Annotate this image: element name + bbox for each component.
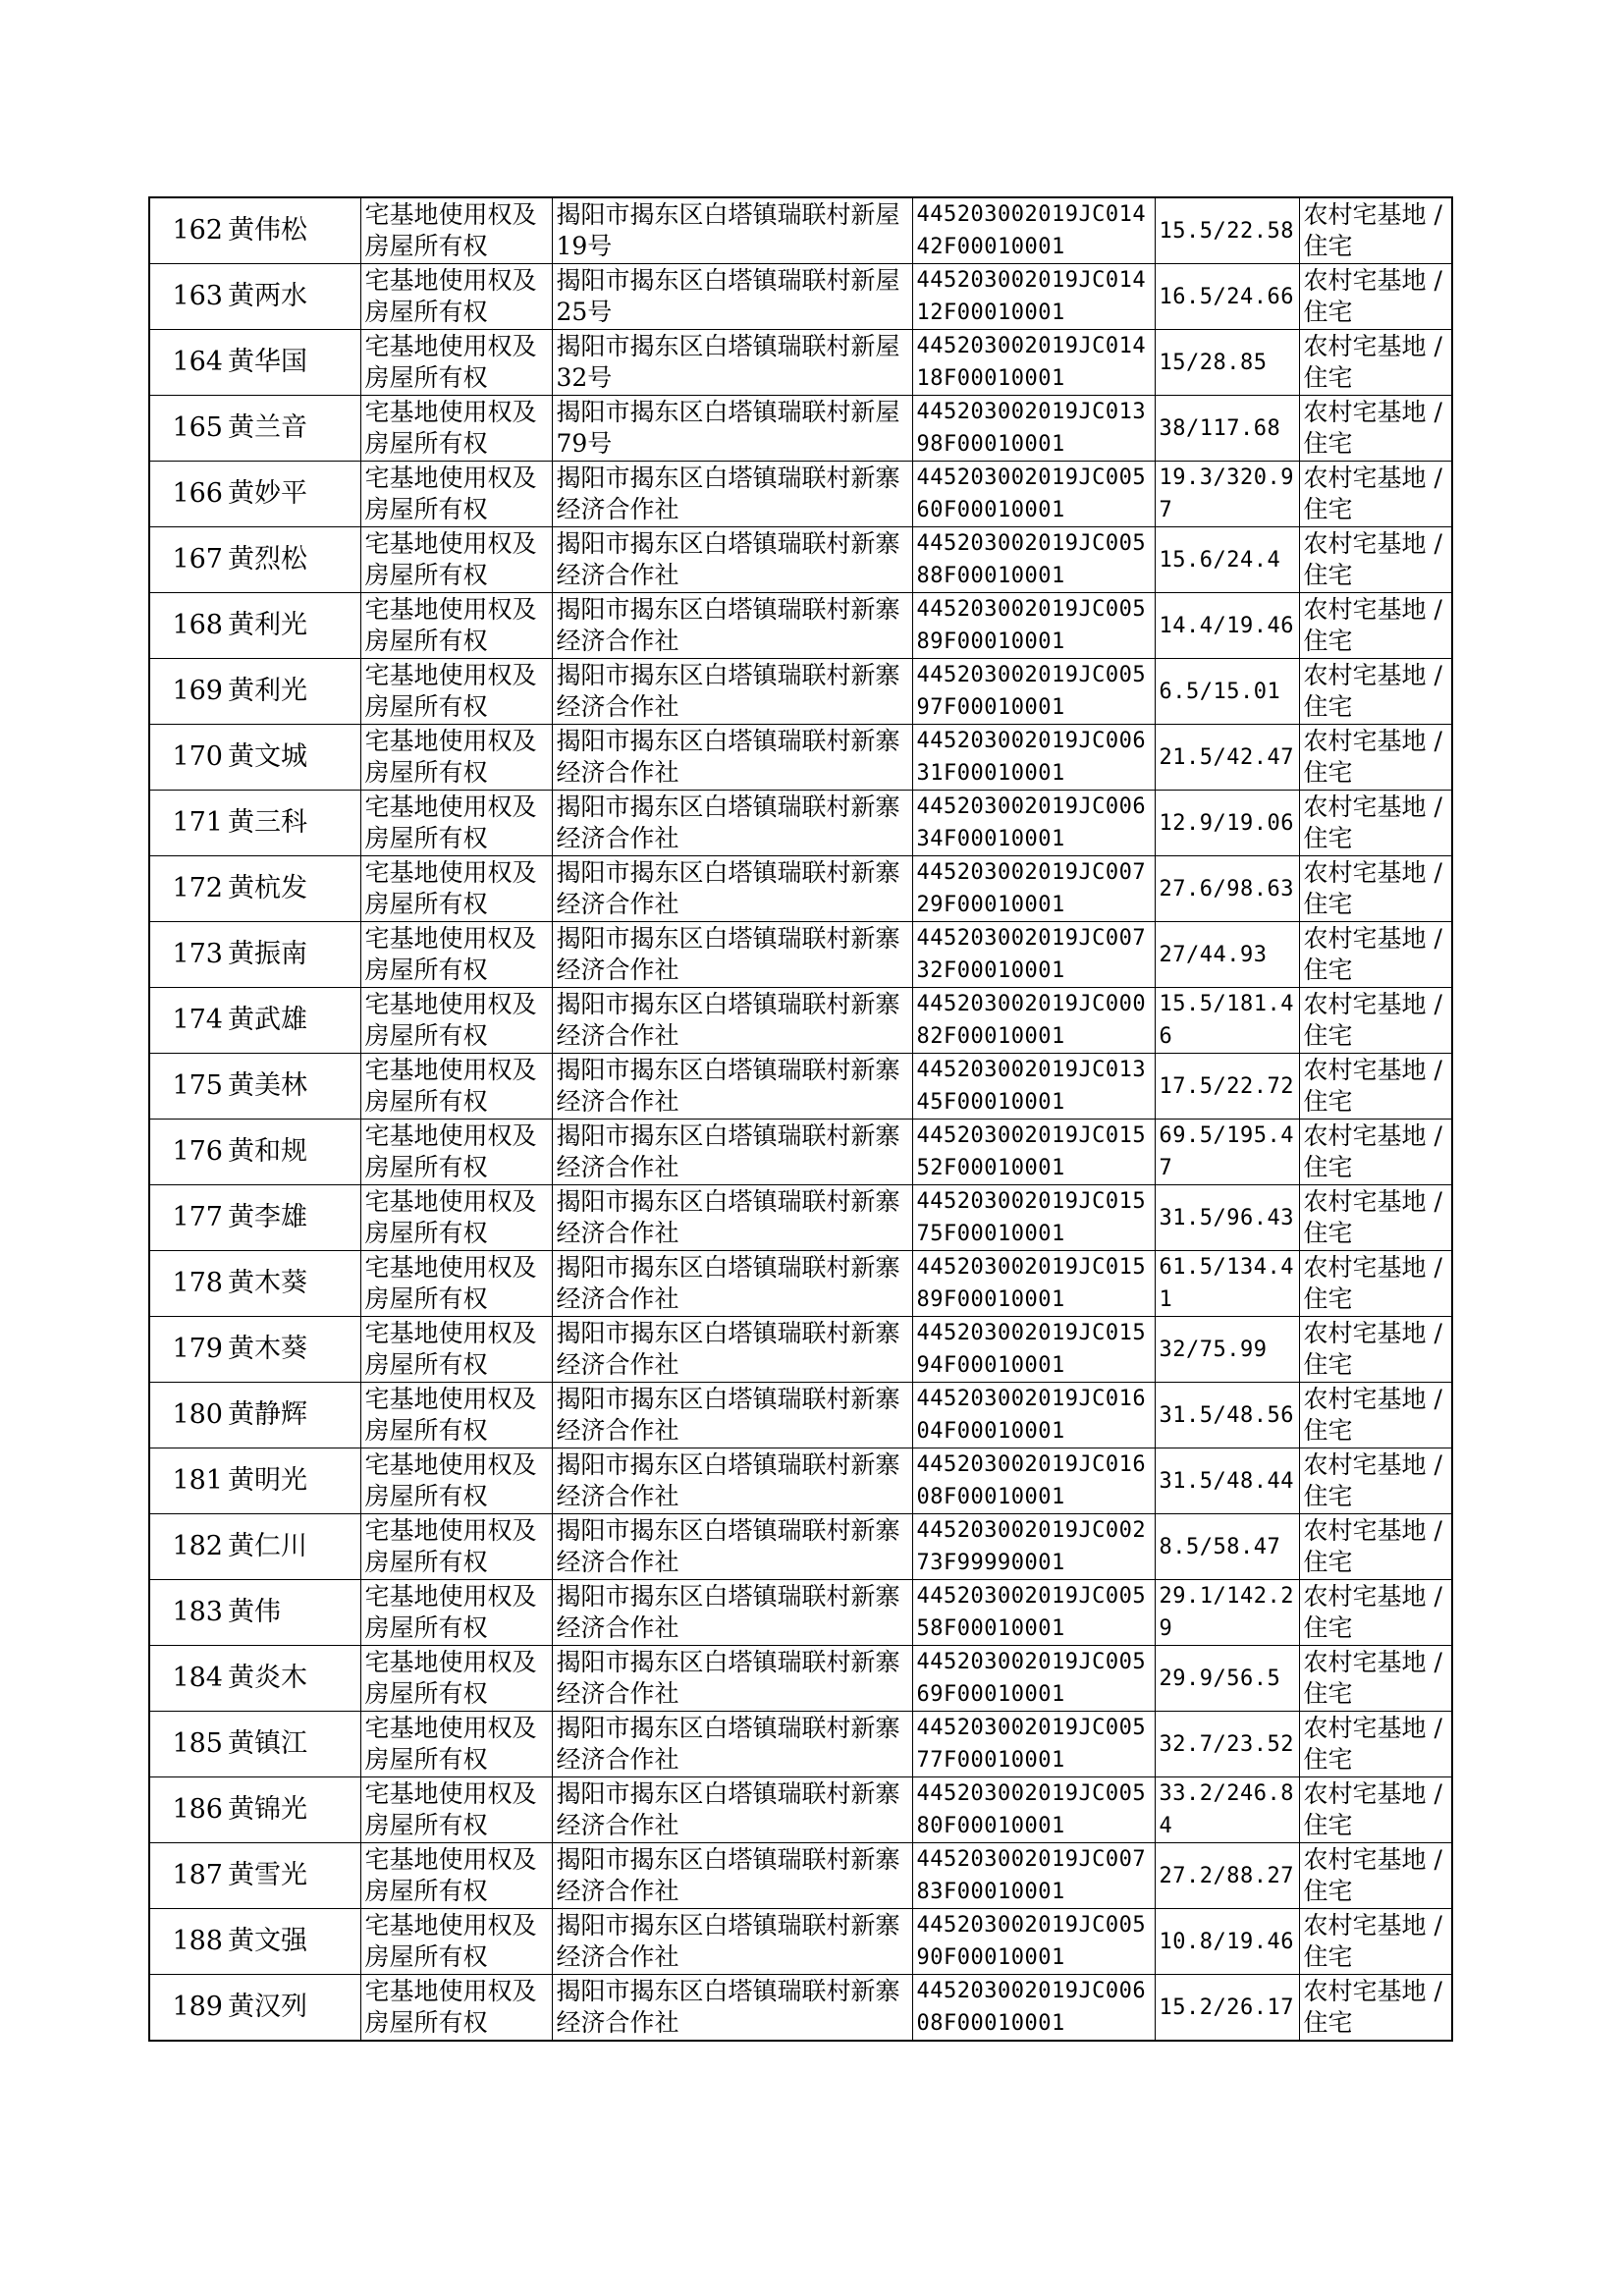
table-row (149, 1448, 1452, 1514)
table-row (149, 791, 1452, 856)
unit-code-cell: 445203002019JC01608F00010001 (912, 1448, 1155, 1514)
unit-code-cell: 445203002019JC00558F00010001 (912, 1580, 1155, 1646)
owner-name-cell: 黄伟 (226, 1580, 360, 1646)
owner-name-cell: 黄两水 (226, 264, 360, 330)
row-number-cell: 170 (149, 725, 226, 791)
row-number-cell: 187 (149, 1843, 226, 1909)
table-row (149, 1317, 1452, 1383)
location-cell: 揭阳市揭东区白塔镇瑞联村新寨经济合作社 (552, 1712, 912, 1777)
row-number-cell: 165 (149, 396, 226, 462)
row-number-cell: 174 (149, 988, 226, 1054)
land-use-cell: 农村宅基地 / 住宅 (1299, 593, 1452, 659)
registration-table (148, 196, 1453, 2042)
location-cell: 揭阳市揭东区白塔镇瑞联村新寨经济合作社 (552, 1383, 912, 1448)
location-cell: 揭阳市揭东区白塔镇瑞联村新寨经济合作社 (552, 856, 912, 922)
area-cell: 15.5/181.46 (1155, 988, 1299, 1054)
location-cell: 揭阳市揭东区白塔镇瑞联村新屋19号 (552, 197, 912, 264)
table-row (149, 197, 1452, 264)
right-type-cell: 宅基地使用权及房屋所有权 (360, 1383, 552, 1448)
area-cell: 31.5/96.43 (1155, 1185, 1299, 1251)
unit-code-cell: 445203002019JC00608F00010001 (912, 1975, 1155, 2042)
row-number-cell: 182 (149, 1514, 226, 1580)
owner-name-cell: 黄伟松 (226, 197, 360, 264)
area-cell: 33.2/246.84 (1155, 1777, 1299, 1843)
area-cell: 21.5/42.47 (1155, 725, 1299, 791)
land-use-cell: 农村宅基地 / 住宅 (1299, 1251, 1452, 1317)
area-cell: 15.6/24.4 (1155, 527, 1299, 593)
area-cell: 27/44.93 (1155, 922, 1299, 988)
unit-code-cell: 445203002019JC00569F00010001 (912, 1646, 1155, 1712)
unit-code-cell: 445203002019JC00580F00010001 (912, 1777, 1155, 1843)
land-use-cell: 农村宅基地 / 住宅 (1299, 1580, 1452, 1646)
right-type-cell: 宅基地使用权及房屋所有权 (360, 1712, 552, 1777)
row-number-cell: 166 (149, 462, 226, 527)
area-cell: 61.5/134.41 (1155, 1251, 1299, 1317)
table-row (149, 1580, 1452, 1646)
land-use-cell: 农村宅基地 / 住宅 (1299, 527, 1452, 593)
owner-name-cell: 黄烈松 (226, 527, 360, 593)
unit-code-cell: 445203002019JC00732F00010001 (912, 922, 1155, 988)
table-row (149, 1712, 1452, 1777)
right-type-cell: 宅基地使用权及房屋所有权 (360, 1975, 552, 2042)
unit-code-cell: 445203002019JC01589F00010001 (912, 1251, 1155, 1317)
owner-name-cell: 黄文强 (226, 1909, 360, 1975)
right-type-cell: 宅基地使用权及房屋所有权 (360, 1514, 552, 1580)
location-cell: 揭阳市揭东区白塔镇瑞联村新寨经济合作社 (552, 462, 912, 527)
right-type-cell: 宅基地使用权及房屋所有权 (360, 593, 552, 659)
location-cell: 揭阳市揭东区白塔镇瑞联村新寨经济合作社 (552, 527, 912, 593)
location-cell: 揭阳市揭东区白塔镇瑞联村新寨经济合作社 (552, 1120, 912, 1185)
land-use-cell: 农村宅基地 / 住宅 (1299, 1712, 1452, 1777)
area-cell: 14.4/19.46 (1155, 593, 1299, 659)
row-number-cell: 169 (149, 659, 226, 725)
unit-code-cell: 445203002019JC00588F00010001 (912, 527, 1155, 593)
right-type-cell: 宅基地使用权及房屋所有权 (360, 197, 552, 264)
land-use-cell: 农村宅基地 / 住宅 (1299, 396, 1452, 462)
unit-code-cell: 445203002019JC00560F00010001 (912, 462, 1155, 527)
right-type-cell: 宅基地使用权及房屋所有权 (360, 396, 552, 462)
location-cell: 揭阳市揭东区白塔镇瑞联村新寨经济合作社 (552, 922, 912, 988)
unit-code-cell: 445203002019JC00590F00010001 (912, 1909, 1155, 1975)
area-cell: 69.5/195.47 (1155, 1120, 1299, 1185)
right-type-cell: 宅基地使用权及房屋所有权 (360, 527, 552, 593)
area-cell: 15.5/22.58 (1155, 197, 1299, 264)
location-cell: 揭阳市揭东区白塔镇瑞联村新寨经济合作社 (552, 1448, 912, 1514)
row-number-cell: 164 (149, 330, 226, 396)
area-cell: 32/75.99 (1155, 1317, 1299, 1383)
row-number-cell: 189 (149, 1975, 226, 2042)
table-row (149, 1514, 1452, 1580)
row-number-cell: 188 (149, 1909, 226, 1975)
location-cell: 揭阳市揭东区白塔镇瑞联村新屋32号 (552, 330, 912, 396)
right-type-cell: 宅基地使用权及房屋所有权 (360, 1843, 552, 1909)
area-cell: 16.5/24.66 (1155, 264, 1299, 330)
table-row (149, 1843, 1452, 1909)
table-row (149, 1646, 1452, 1712)
location-cell: 揭阳市揭东区白塔镇瑞联村新寨经济合作社 (552, 593, 912, 659)
right-type-cell: 宅基地使用权及房屋所有权 (360, 1054, 552, 1120)
land-use-cell: 农村宅基地 / 住宅 (1299, 856, 1452, 922)
unit-code-cell: 445203002019JC01398F00010001 (912, 396, 1155, 462)
location-cell: 揭阳市揭东区白塔镇瑞联村新寨经济合作社 (552, 1317, 912, 1383)
land-use-cell: 农村宅基地 / 住宅 (1299, 1185, 1452, 1251)
row-number-cell: 172 (149, 856, 226, 922)
area-cell: 15/28.85 (1155, 330, 1299, 396)
right-type-cell: 宅基地使用权及房屋所有权 (360, 1777, 552, 1843)
right-type-cell: 宅基地使用权及房屋所有权 (360, 462, 552, 527)
owner-name-cell: 黄妙平 (226, 462, 360, 527)
location-cell: 揭阳市揭东区白塔镇瑞联村新屋79号 (552, 396, 912, 462)
area-cell: 32.7/23.52 (1155, 1712, 1299, 1777)
area-cell: 27.2/88.27 (1155, 1843, 1299, 1909)
row-number-cell: 178 (149, 1251, 226, 1317)
unit-code-cell: 445203002019JC01418F00010001 (912, 330, 1155, 396)
unit-code-cell: 445203002019JC00273F99990001 (912, 1514, 1155, 1580)
land-use-cell: 农村宅基地 / 住宅 (1299, 462, 1452, 527)
row-number-cell: 180 (149, 1383, 226, 1448)
table-row (149, 1909, 1452, 1975)
unit-code-cell: 445203002019JC01552F00010001 (912, 1120, 1155, 1185)
unit-code-cell: 445203002019JC01604F00010001 (912, 1383, 1155, 1448)
unit-code-cell: 445203002019JC01412F00010001 (912, 264, 1155, 330)
location-cell: 揭阳市揭东区白塔镇瑞联村新寨经济合作社 (552, 988, 912, 1054)
row-number-cell: 184 (149, 1646, 226, 1712)
location-cell: 揭阳市揭东区白塔镇瑞联村新寨经济合作社 (552, 1251, 912, 1317)
area-cell: 31.5/48.56 (1155, 1383, 1299, 1448)
location-cell: 揭阳市揭东区白塔镇瑞联村新寨经济合作社 (552, 1975, 912, 2042)
land-use-cell: 农村宅基地 / 住宅 (1299, 1448, 1452, 1514)
row-number-cell: 175 (149, 1054, 226, 1120)
unit-code-cell: 445203002019JC00783F00010001 (912, 1843, 1155, 1909)
location-cell: 揭阳市揭东区白塔镇瑞联村新寨经济合作社 (552, 1185, 912, 1251)
registration-table-body (149, 197, 1452, 2041)
unit-code-cell: 445203002019JC01575F00010001 (912, 1185, 1155, 1251)
owner-name-cell: 黄振南 (226, 922, 360, 988)
table-row (149, 659, 1452, 725)
location-cell: 揭阳市揭东区白塔镇瑞联村新寨经济合作社 (552, 1646, 912, 1712)
owner-name-cell: 黄和规 (226, 1120, 360, 1185)
area-cell: 15.2/26.17 (1155, 1975, 1299, 2042)
table-row (149, 1975, 1452, 2042)
location-cell: 揭阳市揭东区白塔镇瑞联村新寨经济合作社 (552, 1514, 912, 1580)
table-row (149, 1777, 1452, 1843)
area-cell: 10.8/19.46 (1155, 1909, 1299, 1975)
land-use-cell: 农村宅基地 / 住宅 (1299, 264, 1452, 330)
area-cell: 29.1/142.29 (1155, 1580, 1299, 1646)
land-use-cell: 农村宅基地 / 住宅 (1299, 1514, 1452, 1580)
right-type-cell: 宅基地使用权及房屋所有权 (360, 330, 552, 396)
table-row (149, 593, 1452, 659)
table-row (149, 988, 1452, 1054)
unit-code-cell: 445203002019JC00634F00010001 (912, 791, 1155, 856)
row-number-cell: 177 (149, 1185, 226, 1251)
land-use-cell: 农村宅基地 / 住宅 (1299, 1646, 1452, 1712)
owner-name-cell: 黄利光 (226, 593, 360, 659)
owner-name-cell: 黄汉列 (226, 1975, 360, 2042)
owner-name-cell: 黄文城 (226, 725, 360, 791)
owner-name-cell: 黄三科 (226, 791, 360, 856)
unit-code-cell: 445203002019JC00729F00010001 (912, 856, 1155, 922)
right-type-cell: 宅基地使用权及房屋所有权 (360, 1580, 552, 1646)
owner-name-cell: 黄利光 (226, 659, 360, 725)
table-row (149, 922, 1452, 988)
owner-name-cell: 黄雪光 (226, 1843, 360, 1909)
table-row (149, 1251, 1452, 1317)
location-cell: 揭阳市揭东区白塔镇瑞联村新寨经济合作社 (552, 1777, 912, 1843)
right-type-cell: 宅基地使用权及房屋所有权 (360, 1185, 552, 1251)
right-type-cell: 宅基地使用权及房屋所有权 (360, 1251, 552, 1317)
land-use-cell: 农村宅基地 / 住宅 (1299, 988, 1452, 1054)
unit-code-cell: 445203002019JC00577F00010001 (912, 1712, 1155, 1777)
row-number-cell: 186 (149, 1777, 226, 1843)
area-cell: 17.5/22.72 (1155, 1054, 1299, 1120)
row-number-cell: 181 (149, 1448, 226, 1514)
table-row (149, 1383, 1452, 1448)
right-type-cell: 宅基地使用权及房屋所有权 (360, 988, 552, 1054)
row-number-cell: 176 (149, 1120, 226, 1185)
right-type-cell: 宅基地使用权及房屋所有权 (360, 659, 552, 725)
unit-code-cell: 445203002019JC01345F00010001 (912, 1054, 1155, 1120)
land-use-cell: 农村宅基地 / 住宅 (1299, 1975, 1452, 2042)
table-row (149, 396, 1452, 462)
land-use-cell: 农村宅基地 / 住宅 (1299, 197, 1452, 264)
land-use-cell: 农村宅基地 / 住宅 (1299, 1777, 1452, 1843)
area-cell: 29.9/56.5 (1155, 1646, 1299, 1712)
row-number-cell: 163 (149, 264, 226, 330)
area-cell: 12.9/19.06 (1155, 791, 1299, 856)
area-cell: 27.6/98.63 (1155, 856, 1299, 922)
land-use-cell: 农村宅基地 / 住宅 (1299, 1383, 1452, 1448)
owner-name-cell: 黄镇江 (226, 1712, 360, 1777)
row-number-cell: 171 (149, 791, 226, 856)
area-cell: 38/117.68 (1155, 396, 1299, 462)
land-use-cell: 农村宅基地 / 住宅 (1299, 1054, 1452, 1120)
table-row (149, 264, 1452, 330)
row-number-cell: 162 (149, 197, 226, 264)
table-row (149, 856, 1452, 922)
land-use-cell: 农村宅基地 / 住宅 (1299, 1317, 1452, 1383)
right-type-cell: 宅基地使用权及房屋所有权 (360, 264, 552, 330)
row-number-cell: 183 (149, 1580, 226, 1646)
unit-code-cell: 445203002019JC00082F00010001 (912, 988, 1155, 1054)
owner-name-cell: 黄李雄 (226, 1185, 360, 1251)
right-type-cell: 宅基地使用权及房屋所有权 (360, 1120, 552, 1185)
right-type-cell: 宅基地使用权及房屋所有权 (360, 1646, 552, 1712)
unit-code-cell: 445203002019JC01594F00010001 (912, 1317, 1155, 1383)
area-cell: 19.3/320.97 (1155, 462, 1299, 527)
right-type-cell: 宅基地使用权及房屋所有权 (360, 856, 552, 922)
owner-name-cell: 黄木葵 (226, 1251, 360, 1317)
right-type-cell: 宅基地使用权及房屋所有权 (360, 1909, 552, 1975)
right-type-cell: 宅基地使用权及房屋所有权 (360, 725, 552, 791)
owner-name-cell: 黄杭发 (226, 856, 360, 922)
row-number-cell: 168 (149, 593, 226, 659)
owner-name-cell: 黄兰音 (226, 396, 360, 462)
unit-code-cell: 445203002019JC00589F00010001 (912, 593, 1155, 659)
table-row (149, 527, 1452, 593)
row-number-cell: 173 (149, 922, 226, 988)
table-row (149, 462, 1452, 527)
land-use-cell: 农村宅基地 / 住宅 (1299, 1843, 1452, 1909)
land-use-cell: 农村宅基地 / 住宅 (1299, 659, 1452, 725)
location-cell: 揭阳市揭东区白塔镇瑞联村新寨经济合作社 (552, 1843, 912, 1909)
location-cell: 揭阳市揭东区白塔镇瑞联村新屋25号 (552, 264, 912, 330)
owner-name-cell: 黄静辉 (226, 1383, 360, 1448)
owner-name-cell: 黄美林 (226, 1054, 360, 1120)
row-number-cell: 179 (149, 1317, 226, 1383)
owner-name-cell: 黄华国 (226, 330, 360, 396)
owner-name-cell: 黄明光 (226, 1448, 360, 1514)
table-row (149, 1054, 1452, 1120)
location-cell: 揭阳市揭东区白塔镇瑞联村新寨经济合作社 (552, 1054, 912, 1120)
owner-name-cell: 黄仁川 (226, 1514, 360, 1580)
table-row (149, 725, 1452, 791)
right-type-cell: 宅基地使用权及房屋所有权 (360, 1448, 552, 1514)
right-type-cell: 宅基地使用权及房屋所有权 (360, 1317, 552, 1383)
owner-name-cell: 黄炎木 (226, 1646, 360, 1712)
table-row (149, 1185, 1452, 1251)
location-cell: 揭阳市揭东区白塔镇瑞联村新寨经济合作社 (552, 1580, 912, 1646)
unit-code-cell: 445203002019JC00597F00010001 (912, 659, 1155, 725)
owner-name-cell: 黄武雄 (226, 988, 360, 1054)
owner-name-cell: 黄锦光 (226, 1777, 360, 1843)
land-use-cell: 农村宅基地 / 住宅 (1299, 330, 1452, 396)
unit-code-cell: 445203002019JC00631F00010001 (912, 725, 1155, 791)
unit-code-cell: 445203002019JC01442F00010001 (912, 197, 1155, 264)
land-use-cell: 农村宅基地 / 住宅 (1299, 1909, 1452, 1975)
table-row (149, 1120, 1452, 1185)
area-cell: 31.5/48.44 (1155, 1448, 1299, 1514)
area-cell: 6.5/15.01 (1155, 659, 1299, 725)
right-type-cell: 宅基地使用权及房屋所有权 (360, 791, 552, 856)
land-use-cell: 农村宅基地 / 住宅 (1299, 922, 1452, 988)
owner-name-cell: 黄木葵 (226, 1317, 360, 1383)
table-row (149, 330, 1452, 396)
right-type-cell: 宅基地使用权及房屋所有权 (360, 922, 552, 988)
area-cell: 8.5/58.47 (1155, 1514, 1299, 1580)
land-use-cell: 农村宅基地 / 住宅 (1299, 1120, 1452, 1185)
location-cell: 揭阳市揭东区白塔镇瑞联村新寨经济合作社 (552, 791, 912, 856)
row-number-cell: 167 (149, 527, 226, 593)
location-cell: 揭阳市揭东区白塔镇瑞联村新寨经济合作社 (552, 659, 912, 725)
land-use-cell: 农村宅基地 / 住宅 (1299, 725, 1452, 791)
location-cell: 揭阳市揭东区白塔镇瑞联村新寨经济合作社 (552, 725, 912, 791)
land-use-cell: 农村宅基地 / 住宅 (1299, 791, 1452, 856)
location-cell: 揭阳市揭东区白塔镇瑞联村新寨经济合作社 (552, 1909, 912, 1975)
row-number-cell: 185 (149, 1712, 226, 1777)
